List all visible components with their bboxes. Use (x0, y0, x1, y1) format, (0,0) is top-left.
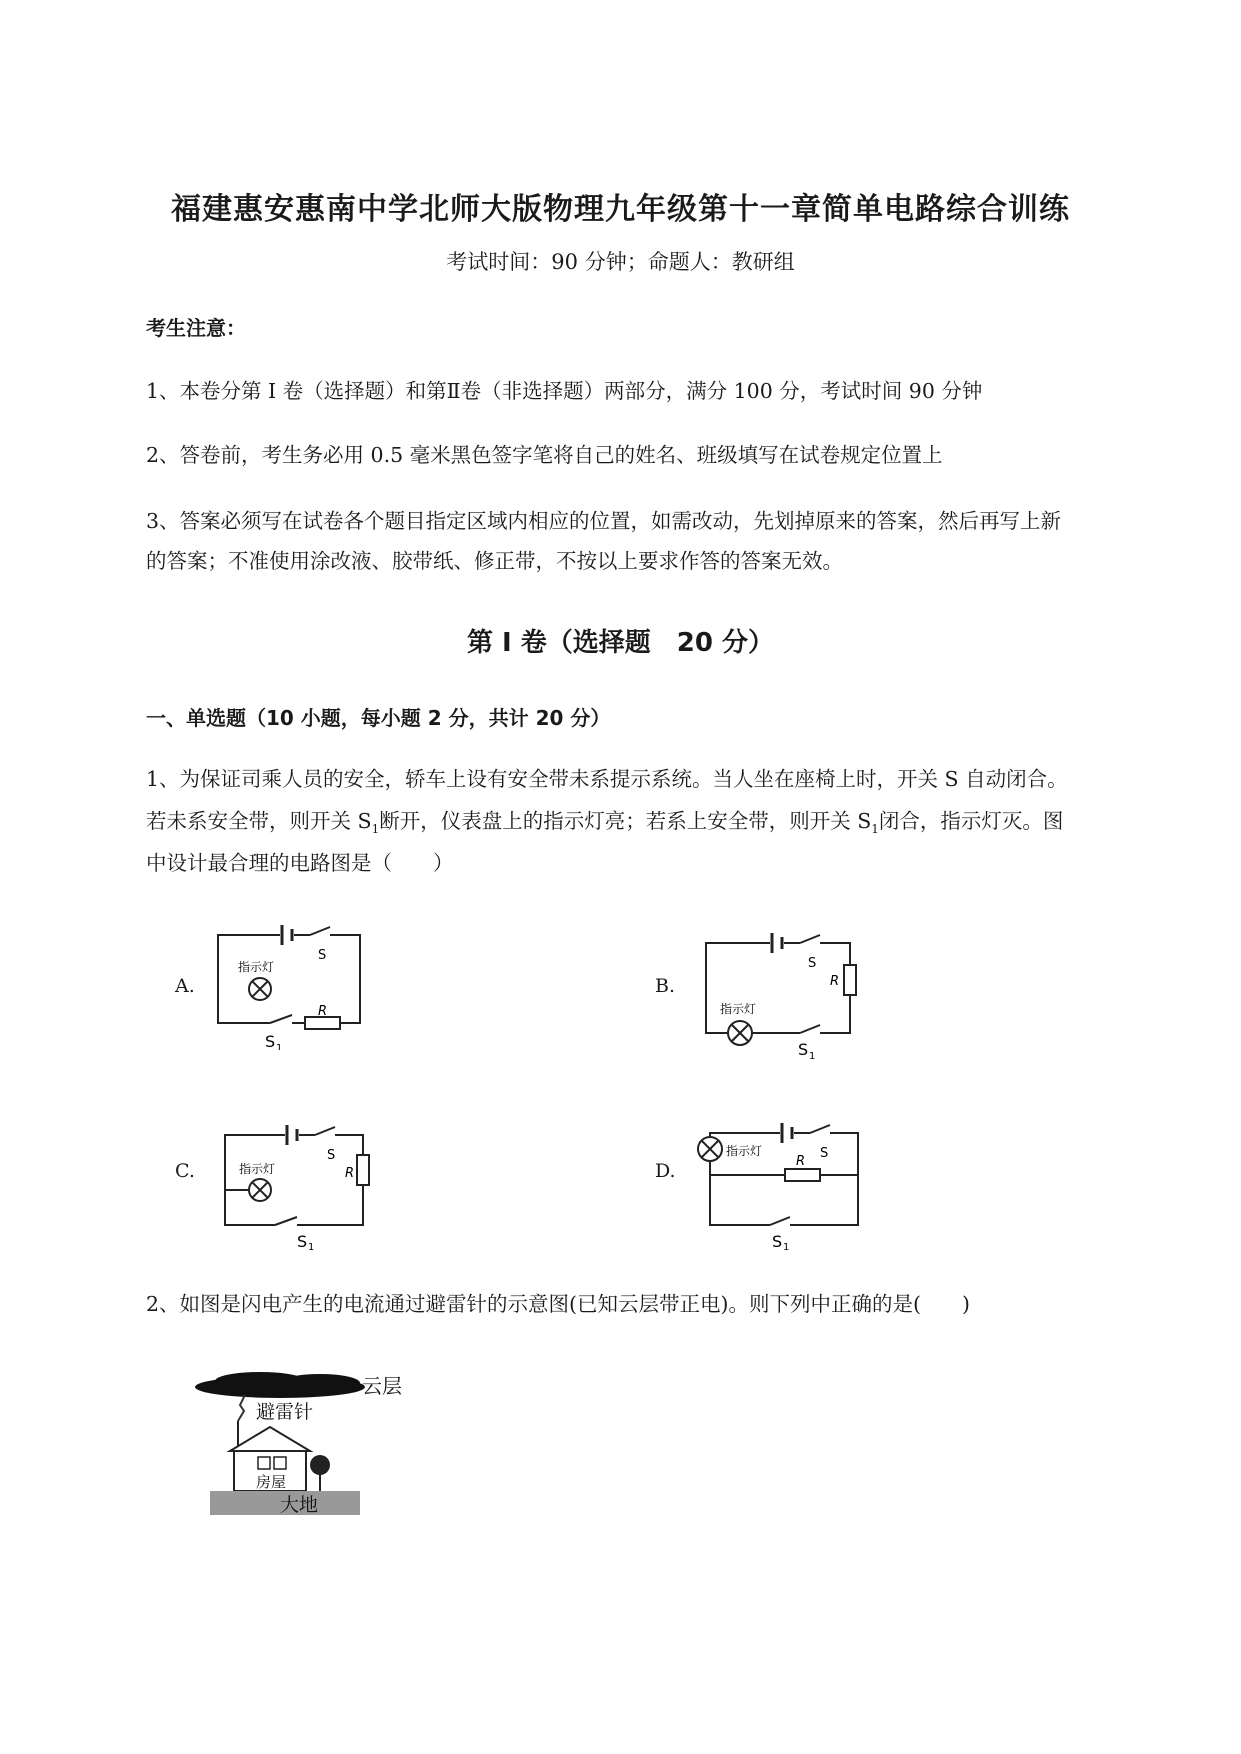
diagram-b-r-label: R (830, 974, 840, 989)
circuit-diagram-d (690, 1115, 870, 1250)
diagram-b-s1-label: S (798, 1040, 809, 1059)
diagram-c-s1-label: S (297, 1232, 308, 1250)
part-heading: 一、单选题（10 小题，每小题 2 分，共计 20 分） (146, 706, 611, 730)
diagram-b-s-label: S (808, 956, 817, 971)
notice-item-3-line-2: 的答案；不准使用涂改液、胶带纸、修正带，不按以上要求作答的答案无效。 (146, 549, 843, 573)
diagram-c-s1-sub: 1 (308, 1242, 315, 1250)
diagram-d-r-label: R (796, 1154, 806, 1169)
diagram-a-r-label: R (318, 1004, 328, 1019)
notice-item-3-line-1: 3、答案必须写在试卷各个题目指定区域内相应的位置，如需改动，先划掉原来的答案，然后再写上新 (146, 509, 1062, 533)
q1-line-2-part-b: 断开，仪表盘上的指示灯亮；若系上安全带，则开关 S (379, 809, 872, 833)
circuit-diagram-b (690, 925, 865, 1060)
diagram-d-s1-label: S (772, 1232, 783, 1250)
q1-line-3: 中设计最合理的电路图是（ ） (146, 851, 454, 875)
notice-heading: 考生注意： (146, 316, 246, 340)
circuit-diagram-c (215, 1115, 380, 1250)
lightning-bolt (238, 1395, 245, 1421)
notice-item-2: 2、答卷前，考生务必用 0.5 毫米黑色签字笔将自己的姓名、班级填写在试卷规定位置上 (146, 443, 943, 467)
diagram-b-s1-sub: 1 (809, 1051, 816, 1060)
house-label: 房屋 (256, 1473, 287, 1491)
ground-label: 大地 (280, 1494, 319, 1516)
tree (310, 1455, 330, 1475)
notice-item-1: 1、本卷分第 I 卷（选择题）和第Ⅱ卷（非选择题）两部分，满分 100 分，考试时间 90 分钟 (146, 379, 983, 403)
q1-line-1: 1、为保证司乘人员的安全，轿车上设有安全带未系提示系统。当人坐在座椅上时，开关 S 自动闭合。 (146, 767, 1068, 791)
q1-line-2-part-a: 若未系安全带，则开关 S (146, 809, 372, 833)
cloud-label: 云层 (362, 1374, 402, 1398)
q2-text: 2、如图是闪电产生的电流通过避雷针的示意图(已知云层带正电)。则下列中正确的是( ) (146, 1292, 971, 1316)
q1-line-2-sub-1: 1 (371, 822, 380, 837)
diagram-c-s-label: S (327, 1148, 336, 1163)
page-title: 福建惠安惠南中学北师大版物理九年级第十一章简单电路综合训练 (171, 192, 1070, 227)
diagram-a-s1-label: S (265, 1032, 276, 1050)
rod-label: 避雷针 (256, 1401, 314, 1423)
diagram-d-lamp-label: 指示灯 (726, 1144, 763, 1158)
option-b-label: B. (655, 975, 676, 997)
diagram-c-r-label: R (345, 1166, 355, 1181)
option-d-label: D. (655, 1160, 676, 1182)
diagram-a-s-label: S (318, 948, 327, 963)
diagram-d-s-label: S (820, 1146, 829, 1161)
section-title: 第 I 卷（选择题 20 分） (466, 628, 774, 658)
q1-line-2-sub-2: 1 (871, 822, 879, 837)
diagram-d-s1-sub: 1 (783, 1242, 790, 1250)
diagram-b-lamp-label: 指示灯 (720, 1002, 757, 1016)
circuit-diagram-a (210, 925, 375, 1050)
diagram-c-lamp-label: 指示灯 (239, 1162, 276, 1176)
option-a-label: A. (175, 975, 195, 997)
lightning-rod-illustration (190, 1365, 430, 1525)
q1-line-2-part-c: 闭合，指示灯灭。图 (878, 809, 1064, 833)
house-roof (230, 1427, 310, 1451)
diagram-a-s1-sub: 1 (276, 1043, 283, 1050)
exam-info: 考试时间：90 分钟；命题人：教研组 (446, 250, 795, 274)
diagram-a-lamp-label: 指示灯 (238, 960, 275, 974)
option-c-label: C. (175, 1160, 195, 1182)
